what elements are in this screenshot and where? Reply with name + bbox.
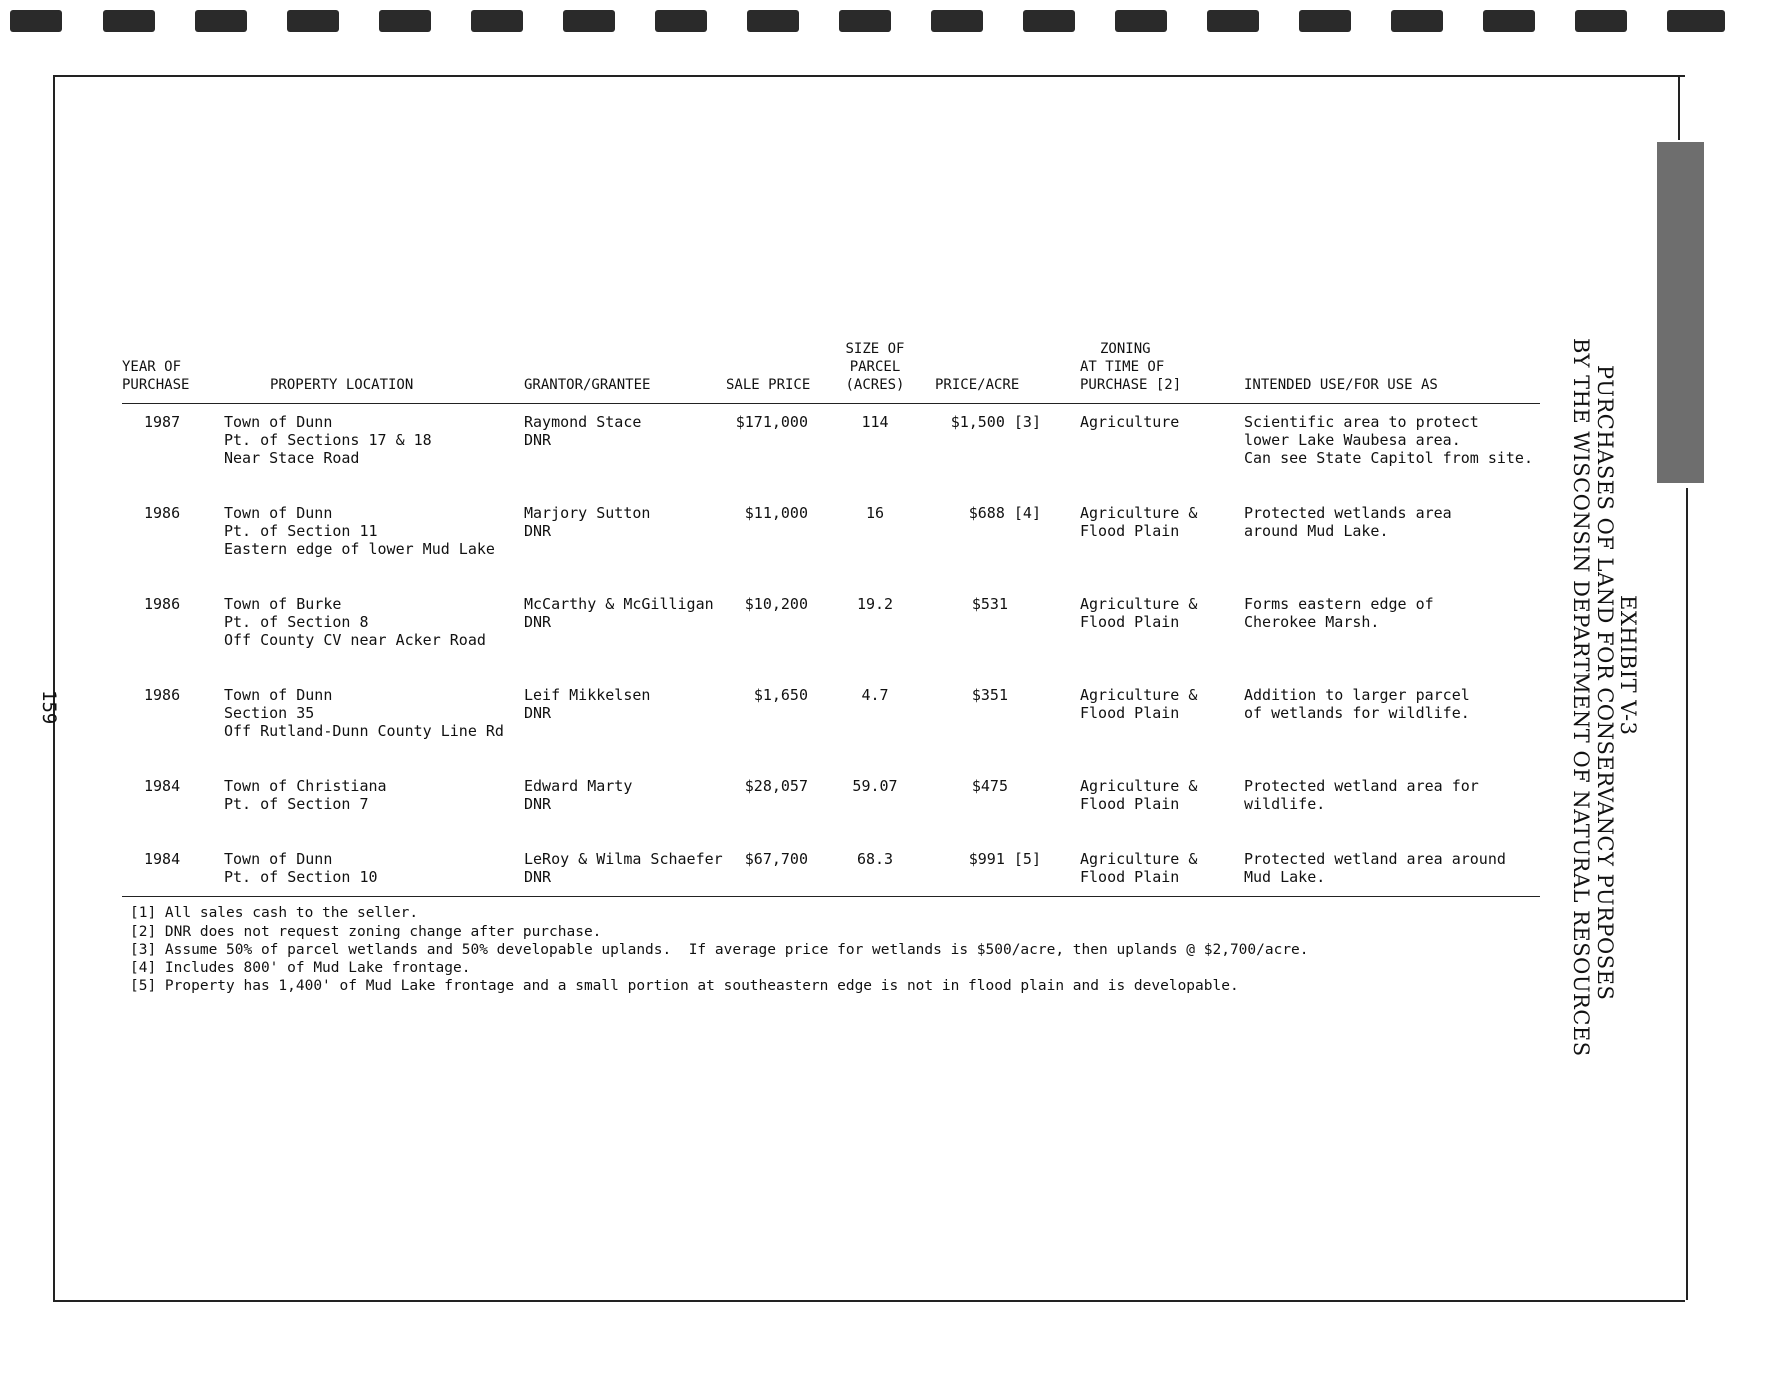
footnote: [1] All sales cash to the seller.: [130, 905, 419, 921]
footer-rule: [122, 896, 1540, 897]
row-intended-use: Protected wetlands area around Mud Lake.: [1244, 504, 1452, 540]
binder-hole: [287, 10, 339, 32]
row-zoning: Agriculture & Flood Plain: [1080, 595, 1198, 631]
col-header-grantor: GRANTOR/GRANTEE: [524, 377, 651, 393]
col-header-zoning: ZONING AT TIME OF PURCHASE [2]: [1080, 341, 1182, 393]
binder-hole: [1299, 10, 1351, 32]
row-sale-price: $28,057: [744, 777, 808, 795]
binder-hole: [655, 10, 707, 32]
row-size: 68.3: [856, 850, 894, 868]
row-size: 16: [865, 504, 885, 522]
footnote: [3] Assume 50% of parcel wetlands and 50% developable uplands. If average price for wetlands is $500/acre, then uplands @ $2,700/acre.: [130, 942, 1309, 958]
row-location: Town of Dunn Pt. of Section 10: [224, 850, 378, 886]
row-zoning: Agriculture & Flood Plain: [1080, 777, 1198, 813]
binder-hole: [1023, 10, 1075, 32]
row-year: 1987: [144, 413, 181, 431]
row-price-acre: $688 [4]: [968, 504, 1041, 522]
binder-hole: [379, 10, 431, 32]
row-year: 1984: [144, 850, 181, 868]
row-zoning: Agriculture & Flood Plain: [1080, 504, 1198, 540]
binder-hole: [1207, 10, 1259, 32]
row-price-acre: $1,500 [3]: [950, 413, 1041, 431]
binder-hole: [10, 10, 62, 32]
row-grantor: Raymond Stace DNR: [524, 413, 642, 449]
binder-hole: [195, 10, 247, 32]
row-price-acre: $351: [971, 686, 1008, 704]
row-location: Town of Dunn Section 35 Off Rutland-Dunn County Line Rd: [224, 686, 504, 740]
page-frame-edge: [1678, 75, 1680, 140]
row-intended-use: Addition to larger parcel of wetlands for wildlife.: [1244, 686, 1470, 722]
row-year: 1986: [144, 686, 181, 704]
binder-hole: [1391, 10, 1443, 32]
row-year: 1986: [144, 595, 181, 613]
page-number: 159: [38, 690, 60, 725]
index-tab: [1657, 142, 1704, 483]
binder-hole: [103, 10, 155, 32]
row-sale-price: $11,000: [744, 504, 808, 522]
footnote: [4] Includes 800' of Mud Lake frontage.: [130, 960, 471, 976]
row-location: Town of Burke Pt. of Section 8 Off County CV near Acker Road: [224, 595, 486, 649]
row-year: 1984: [144, 777, 181, 795]
footnote: [2] DNR does not request zoning change after purchase.: [130, 924, 602, 940]
binder-hole: [563, 10, 615, 32]
row-zoning: Agriculture: [1080, 413, 1180, 431]
row-grantor: Leif Mikkelsen DNR: [524, 686, 651, 722]
row-location: Town of Dunn Pt. of Sections 17 & 18 Near Stace Road: [224, 413, 432, 467]
row-location: Town of Dunn Pt. of Section 11 Eastern edge of lower Mud Lake: [224, 504, 495, 558]
binder-hole: [839, 10, 891, 32]
col-header-year: YEAR OF PURCHASE: [122, 359, 190, 393]
binder-hole: [1575, 10, 1627, 32]
col-header-sale-price: SALE PRICE: [726, 377, 811, 393]
exhibit-title-line3: BY THE WISCONSIN DEPARTMENT OF NATURAL RESOURCES: [1569, 338, 1593, 1057]
header-rule: [122, 403, 1540, 404]
page-frame-edge: [1686, 488, 1688, 1300]
row-price-acre: $531: [971, 595, 1008, 613]
row-price-acre: $475: [971, 777, 1008, 795]
row-sale-price: $67,700: [744, 850, 808, 868]
row-sale-price: $1,650: [753, 686, 808, 704]
row-zoning: Agriculture & Flood Plain: [1080, 850, 1198, 886]
col-header-intended-use: INTENDED USE/FOR USE AS: [1244, 377, 1438, 393]
col-header-location: PROPERTY LOCATION: [270, 377, 414, 393]
row-grantor: Edward Marty DNR: [524, 777, 633, 813]
footnote: [5] Property has 1,400' of Mud Lake frontage and a small portion at southeastern edge is not in flood plain and is developable.: [130, 978, 1239, 994]
row-year: 1986: [144, 504, 181, 522]
col-header-price-acre: PRICE/ACRE: [935, 377, 1020, 393]
row-size: 19.2: [856, 595, 894, 613]
exhibit-title: EXHIBIT V-3: [1616, 595, 1640, 736]
row-intended-use: Protected wetland area for wildlife.: [1244, 777, 1479, 813]
row-intended-use: Forms eastern edge of Cherokee Marsh.: [1244, 595, 1434, 631]
row-intended-use: Scientific area to protect lower Lake Waubesa area. Can see State Capitol from site.: [1244, 413, 1533, 467]
binder-hole: [747, 10, 799, 32]
row-grantor: LeRoy & Wilma Schaefer DNR: [524, 850, 723, 886]
binder-hole: [931, 10, 983, 32]
row-zoning: Agriculture & Flood Plain: [1080, 686, 1198, 722]
binder-hole: [1115, 10, 1167, 32]
row-location: Town of Christiana Pt. of Section 7: [224, 777, 387, 813]
binder-hole: [471, 10, 523, 32]
row-price-acre: $991 [5]: [968, 850, 1041, 868]
exhibit-title-line2: PURCHASES OF LAND FOR CONSERVANCY PURPOSES: [1593, 365, 1617, 1001]
binder-holes: [0, 0, 1767, 40]
row-sale-price: $171,000: [735, 413, 808, 431]
row-intended-use: Protected wetland area around Mud Lake.: [1244, 850, 1506, 886]
row-size: 4.7: [861, 686, 889, 704]
row-size: 59.07: [852, 777, 898, 795]
binder-hole: [1483, 10, 1535, 32]
row-grantor: McCarthy & McGilligan DNR: [524, 595, 714, 631]
row-sale-price: $10,200: [744, 595, 808, 613]
col-header-size: SIZE OF PARCEL (ACRES): [845, 341, 905, 393]
binder-hole: [1667, 10, 1725, 32]
row-grantor: Marjory Sutton DNR: [524, 504, 651, 540]
row-size: 114: [861, 413, 889, 431]
